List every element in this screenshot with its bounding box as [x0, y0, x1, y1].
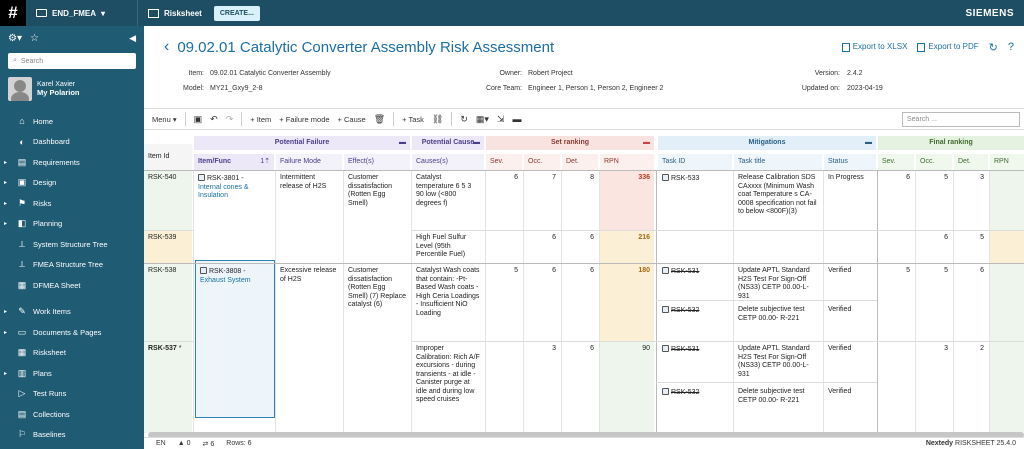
- delete-icon[interactable]: 🗑: [373, 113, 386, 124]
- expand-icon[interactable]: ▸: [4, 200, 8, 207]
- task-title-cell[interactable]: Delete subjective test CETP 00.00- R-221: [738, 388, 805, 404]
- item-value: 09.02.01 Catalytic Converter Assembly: [210, 70, 331, 77]
- sidebar-item-dfmea-sheet[interactable]: [0, 275, 144, 296]
- item-id-cell[interactable]: [144, 341, 192, 358]
- star-icon[interactable]: ☆: [29, 32, 39, 44]
- search-placeholder: Search: [20, 57, 44, 65]
- work-item-icon: [198, 174, 205, 181]
- grid-line: [523, 170, 524, 433]
- col-rpn[interactable]: RPN: [600, 154, 654, 170]
- sidebar-item-label: Test Runs: [33, 389, 67, 399]
- top-bar: [0, 0, 1024, 26]
- risksheet-icon: ▦: [17, 347, 27, 358]
- sidebar-item-home[interactable]: [0, 111, 144, 132]
- final-occ-cell[interactable]: 5: [944, 267, 948, 274]
- version-value: 2.4.2: [847, 70, 863, 77]
- task-title-cell[interactable]: Update APTL Standard H2S Test For Sign-Off (NS33) CETP 00.00-L-931: [738, 345, 810, 378]
- task-id[interactable]: RSK-532: [671, 307, 700, 314]
- final-sev-cell[interactable]: 5: [906, 267, 910, 274]
- add-task-button[interactable]: + Task: [402, 114, 424, 124]
- det-cell[interactable]: 6: [590, 345, 594, 352]
- sheet-search-input[interactable]: Search ...: [902, 112, 1020, 127]
- final-det-cell[interactable]: 3: [980, 174, 984, 181]
- work-item-icon: [200, 267, 207, 274]
- plans-icon: ▥: [17, 367, 27, 378]
- sidebar-item-risksheet[interactable]: [0, 343, 144, 364]
- final-rpn-bg: [990, 230, 1024, 263]
- rpn-cell: 180: [638, 267, 650, 274]
- sidebar-search-input[interactable]: [8, 53, 136, 69]
- grid-line: [561, 170, 562, 433]
- export-pdf-button[interactable]: [917, 42, 978, 51]
- save-icon[interactable]: ▣: [193, 113, 203, 124]
- product-version: [926, 440, 1016, 447]
- sidebar-item-collections[interactable]: [0, 404, 144, 425]
- sidebar-item-system-structure-tree[interactable]: [0, 234, 144, 255]
- document-metadata: [144, 68, 1024, 108]
- tree-icon: ⟂: [18, 259, 25, 270]
- status-cell[interactable]: Verified: [828, 306, 852, 313]
- final-rpn-bg: [990, 170, 1024, 230]
- failure-mode-cell[interactable]: Intermittent release of H2S: [280, 174, 327, 190]
- sidebar-item-label: Design: [33, 178, 57, 188]
- page-title: 09.02.01 Catalytic Converter Assembly Risk Assessment: [177, 38, 555, 56]
- model-label: Model:: [182, 85, 204, 92]
- sidebar-item-test-runs[interactable]: [0, 384, 144, 405]
- item-label: Item:: [188, 70, 204, 77]
- rows-count: Rows: 6: [226, 440, 252, 447]
- sidebar-item-risks[interactable]: [0, 193, 144, 214]
- item-func-cell[interactable]: RSK-3808 - Exhaust System: [200, 268, 251, 284]
- sidebar-item-design[interactable]: [0, 173, 144, 194]
- task-icon: [662, 267, 669, 274]
- sidebar-item-label: Work Items: [33, 307, 71, 317]
- testruns-icon: ▷: [18, 388, 26, 399]
- planning-icon: ◧: [17, 218, 27, 229]
- warning-icon: ▲: [177, 440, 185, 447]
- expand-icon[interactable]: ▸: [4, 159, 8, 166]
- sidebar-item-requirements[interactable]: [0, 152, 144, 173]
- rpn-cell: 336: [638, 174, 650, 181]
- grid-line: [193, 170, 194, 433]
- col-item-func[interactable]: [194, 154, 274, 170]
- warnings-count: 0: [186, 440, 191, 447]
- export-xlsx-button[interactable]: [842, 42, 908, 51]
- main-content: [144, 26, 1024, 449]
- final-det-cell[interactable]: 6: [980, 267, 984, 274]
- grid-line: [599, 170, 600, 433]
- status-cell[interactable]: Verified: [828, 267, 852, 274]
- final-det-cell[interactable]: 5: [980, 234, 984, 241]
- sidebar-item-plans[interactable]: [0, 363, 144, 384]
- export-icon[interactable]: ⇲: [496, 113, 505, 124]
- user-name: Karel Xavier: [37, 81, 76, 88]
- undo-icon[interactable]: ↶: [210, 113, 218, 124]
- det-cell[interactable]: 6: [590, 234, 594, 241]
- occ-cell[interactable]: 3: [552, 345, 556, 352]
- sidebar-item-label: Risksheet: [33, 348, 66, 358]
- col-task-title[interactable]: Task title: [734, 154, 822, 170]
- home-icon: ⌂: [19, 116, 25, 127]
- owner-label: Owner:: [499, 70, 522, 77]
- sidebar-tools: [0, 26, 144, 50]
- item-id-cell[interactable]: RSK-538: [148, 267, 177, 274]
- view-menu-icon[interactable]: ▦▾: [475, 113, 489, 124]
- requirements-icon: ▤: [17, 156, 27, 167]
- final-det-cell[interactable]: 2: [980, 345, 984, 352]
- baselines-icon: ⚐: [17, 429, 27, 440]
- divider: [241, 112, 242, 126]
- sidebar-nav: [0, 111, 144, 445]
- sev-cell[interactable]: 6: [514, 174, 518, 181]
- expand-icon[interactable]: ▸: [4, 370, 8, 377]
- gear-icon[interactable]: ⚙▾: [8, 32, 22, 44]
- col-task-id[interactable]: Task ID: [658, 154, 732, 170]
- menu-label: Menu: [152, 114, 171, 124]
- changes-icon: ⇄: [202, 440, 209, 448]
- grid-line: [989, 170, 990, 433]
- task-id-cell[interactable]: [658, 384, 732, 402]
- sidebar-item-label: DFMEA Sheet: [33, 280, 81, 290]
- sidebar-item-label: Risks: [33, 198, 52, 208]
- language-indicator[interactable]: EN: [156, 440, 166, 447]
- model-value: MY21_Gxy9_2-8: [210, 85, 263, 92]
- cause-cell[interactable]: Catalyst temperature 6 5 3 90 low (<800 degrees f): [416, 174, 472, 207]
- item-id: RSK-537: [148, 345, 177, 352]
- search-icon: ⌕: [13, 57, 17, 64]
- final-occ-cell[interactable]: 6: [944, 234, 948, 241]
- final-sev-cell[interactable]: 6: [906, 174, 910, 181]
- status-bar: [144, 437, 1024, 449]
- sheet-icon: ▦: [17, 279, 27, 290]
- sidebar-item-label: Collections: [33, 409, 70, 419]
- layout-icon[interactable]: ▬: [512, 114, 522, 124]
- design-icon: ▣: [17, 177, 27, 188]
- changes-indicator[interactable]: [203, 440, 215, 448]
- final-occ-cell[interactable]: 5: [944, 174, 948, 181]
- brand-name: Nextedy: [925, 440, 954, 447]
- item-id-cell[interactable]: RSK-540: [148, 174, 177, 181]
- rpn-cell: 90: [642, 345, 650, 352]
- task-id-cell[interactable]: [658, 263, 732, 281]
- task-id[interactable]: RSK-531: [671, 346, 700, 353]
- task-id-cell[interactable]: [658, 170, 732, 188]
- project-selector[interactable]: [36, 9, 105, 18]
- add-item-label: Item: [256, 114, 272, 124]
- det-cell[interactable]: 6: [590, 267, 594, 274]
- task-id[interactable]: RSK-533: [671, 175, 700, 182]
- occ-cell[interactable]: 7: [552, 174, 556, 181]
- sidebar-item-fmea-structure-tree[interactable]: [0, 255, 144, 276]
- effects-cell[interactable]: Customer dissatisfaction (Rotten Egg Smell): [348, 174, 392, 207]
- add-failure-mode-button[interactable]: + Failure mode: [279, 114, 330, 124]
- app-name: Risksheet: [164, 8, 202, 18]
- reload-icon[interactable]: ↻: [460, 113, 468, 124]
- risksheet-icon: [148, 9, 159, 18]
- link-icon[interactable]: ⛓: [431, 113, 444, 124]
- sidebar-item-dashboard[interactable]: [0, 132, 144, 153]
- band-final-ranking: [878, 136, 1024, 150]
- cause-cell[interactable]: High Fuel Sulfur Level (95th Percentile Fuel): [416, 234, 467, 258]
- divider: [185, 112, 186, 126]
- add-cause-button[interactable]: + Cause: [337, 114, 366, 124]
- final-occ-cell[interactable]: 3: [944, 345, 948, 352]
- core-team-label: Core Team:: [485, 85, 522, 92]
- add-cause-label: Cause: [344, 114, 366, 124]
- my-polarion-link[interactable]: My Polarion: [37, 88, 80, 97]
- item-func-id: RSK-3808: [209, 268, 242, 275]
- sidebar-item-label: Plans: [33, 368, 52, 378]
- chevron-down-icon: ▾: [101, 8, 106, 18]
- sort-icon[interactable]: 1⇡: [260, 158, 270, 165]
- task-icon: [662, 388, 669, 395]
- export-pdf-label: Export to PDF: [928, 42, 979, 52]
- updated-value: 2023-04-19: [847, 85, 883, 92]
- band-potential-failure: [194, 136, 410, 150]
- grid-line: [953, 170, 954, 433]
- col-final-rpn[interactable]: RPN: [990, 154, 1024, 170]
- sev-cell[interactable]: 5: [514, 267, 518, 274]
- band-label: Mitigations: [748, 139, 786, 146]
- divider: [393, 112, 394, 126]
- col-det[interactable]: Det.: [562, 154, 598, 170]
- task-icon: [662, 306, 669, 313]
- item-func-cell[interactable]: RSK-3801 - Internal cones & Insulation: [198, 175, 249, 199]
- det-cell[interactable]: 8: [590, 174, 594, 181]
- version-label: Version:: [814, 70, 840, 77]
- rpn-cell: 216: [638, 234, 650, 241]
- task-icon: [662, 345, 669, 352]
- warnings-indicator[interactable]: [178, 440, 191, 447]
- col-item-id[interactable]: Item Id: [144, 144, 192, 170]
- sidebar: [0, 26, 144, 449]
- grid-line: [877, 170, 878, 433]
- sidebar-item-label: Requirements: [33, 157, 80, 167]
- band-label: Set ranking: [550, 139, 590, 146]
- col-sev[interactable]: Sev.: [486, 154, 522, 170]
- failure-mode-cell[interactable]: Excessive release of H2S: [280, 267, 337, 283]
- sidebar-item-work-items[interactable]: [0, 302, 144, 323]
- export-xlsx-label: Export to XLSX: [852, 42, 908, 52]
- grid-line: [485, 170, 486, 433]
- divider: [137, 0, 138, 26]
- sidebar-item-label: FMEA Structure Tree: [33, 260, 104, 270]
- back-chevron-icon[interactable]: ‹: [164, 38, 170, 55]
- item-func-name[interactable]: Internal cones & Insulation: [198, 183, 249, 199]
- folder-icon: [36, 9, 47, 17]
- task-id-cell[interactable]: [658, 302, 732, 320]
- updated-label: Updated on:: [801, 85, 840, 92]
- sidebar-item-label: Baselines: [33, 430, 66, 440]
- sidebar-item-label: Documents & Pages: [33, 327, 102, 337]
- status-cell[interactable]: Verified: [828, 388, 852, 395]
- export-actions: [842, 41, 1014, 54]
- add-failure-mode-label: Failure mode: [285, 114, 330, 124]
- status-cell[interactable]: In Progress: [828, 174, 864, 181]
- task-id-cell[interactable]: [658, 341, 732, 359]
- col-final-occ[interactable]: Occ.: [916, 154, 952, 170]
- task-title-cell[interactable]: Release Calibration SDS CAxxxx (Minimum Wash coat Temperature s CA-0008 specification not fail to below <800F)(3): [738, 174, 817, 215]
- col-label: Item/Func: [198, 158, 232, 165]
- collapse-band-icon[interactable]: ▬: [399, 139, 406, 146]
- risk-grid: [144, 130, 1024, 433]
- sidebar-item-baselines[interactable]: [0, 425, 144, 446]
- sidebar-item-label: Planning: [33, 219, 63, 229]
- collapse-band-icon[interactable]: ▬: [473, 139, 480, 146]
- expand-icon[interactable]: ▸: [4, 329, 8, 336]
- sidebar-item-documents-pages[interactable]: [0, 322, 144, 343]
- tree-icon: ⟂: [18, 238, 25, 249]
- risks-icon: ⚑: [17, 197, 27, 208]
- item-id-cell[interactable]: RSK-539: [148, 234, 177, 241]
- collapse-band-icon[interactable]: ▬: [643, 139, 650, 146]
- sidebar-item-label: System Structure Tree: [33, 239, 108, 249]
- collapse-sidebar-icon[interactable]: ◀: [129, 32, 136, 43]
- add-item-button[interactable]: + Item: [250, 114, 272, 124]
- col-occ[interactable]: Occ.: [524, 154, 560, 170]
- sidebar-item-label: Dashboard: [33, 137, 70, 147]
- divider: [451, 112, 452, 126]
- grid-line: [915, 170, 916, 433]
- create-button[interactable]: CREATE...: [214, 6, 260, 21]
- pdf-icon: [917, 43, 925, 52]
- documents-icon: ▭: [17, 326, 27, 337]
- dashboard-icon: ◐: [19, 136, 25, 147]
- siemens-logo: SIEMENS: [965, 7, 1014, 19]
- band-mitigations: [658, 136, 876, 150]
- task-id[interactable]: RSK-532: [671, 389, 700, 396]
- grid-line: [656, 170, 657, 433]
- expand-icon[interactable]: ▸: [4, 221, 8, 228]
- collapse-band-icon[interactable]: ▬: [865, 139, 872, 146]
- core-team-value: Engineer 1, Person 1, Person 2, Engineer 2: [528, 85, 664, 92]
- col-status[interactable]: Status: [824, 154, 876, 170]
- sidebar-item-label: Home: [33, 116, 54, 126]
- band-set-ranking: [486, 136, 654, 150]
- changes-count: 6: [210, 440, 215, 448]
- avatar: [8, 77, 32, 101]
- expand-icon[interactable]: ▸: [4, 180, 8, 187]
- user-profile[interactable]: [0, 72, 144, 106]
- page-header: [144, 26, 1024, 68]
- collections-icon: ▤: [17, 408, 27, 419]
- workitems-icon: ✎: [18, 306, 26, 317]
- item-func-name[interactable]: Exhaust System: [200, 276, 251, 284]
- product-name: RISKSHEET 25.4.0: [955, 440, 1016, 447]
- col-causes[interactable]: Causes(s): [412, 154, 484, 170]
- menu-button[interactable]: Menu ▾: [152, 114, 177, 124]
- xlsx-icon: [842, 43, 850, 52]
- grid-line: [275, 170, 276, 433]
- risksheet-app[interactable]: [148, 9, 202, 18]
- col-effects[interactable]: Effect(s): [344, 154, 410, 170]
- final-rpn-bg: [990, 263, 1024, 433]
- band-potential-cause: [412, 136, 484, 150]
- modified-marker-icon: *: [178, 345, 182, 352]
- band-label: Potential Cause: [421, 139, 475, 146]
- effects-cell[interactable]: Customer dissatisfaction (Rotten Egg Smell) (7) Replace catalyst (6): [348, 267, 406, 308]
- occ-cell[interactable]: 6: [552, 234, 556, 241]
- task-id[interactable]: RSK-531: [671, 268, 700, 275]
- project-name: END_FMEA: [52, 8, 97, 18]
- cause-cell[interactable]: Improper Calibration: Rich A/F excursions - during transients - at idle - Canister purge at idle and during low speed cruises: [416, 345, 480, 403]
- status-cell[interactable]: Verified: [828, 345, 852, 352]
- sidebar-item-planning[interactable]: [0, 214, 144, 235]
- add-task-label: Task: [408, 114, 424, 124]
- redo-icon[interactable]: ↷: [225, 113, 234, 124]
- task-title-cell[interactable]: Delete subjective test CETP 00.00- R-221: [738, 306, 805, 322]
- col-final-sev[interactable]: Sev.: [878, 154, 914, 170]
- task-title-cell[interactable]: Update APTL Standard H2S Test For Sign-Off (NS33) CETP 00.00-L-931: [738, 267, 810, 300]
- refresh-icon[interactable]: ↻: [988, 41, 998, 54]
- help-icon[interactable]: ?: [1007, 41, 1014, 53]
- expand-icon[interactable]: ▸: [4, 309, 8, 316]
- sheet-toolbar: [144, 108, 1024, 130]
- cause-cell[interactable]: Catalyst Wash coats that contain: -Pt-Based Wash coats - High Ceria Loadings - Insufficient NiO Loading: [416, 267, 480, 317]
- col-final-det[interactable]: Det.: [954, 154, 988, 170]
- owner-value: Robert Project: [528, 70, 573, 77]
- band-label: Potential Failure: [274, 139, 330, 146]
- band-label: Final ranking: [929, 139, 973, 146]
- polarion-logo-icon[interactable]: #: [0, 0, 26, 26]
- item-func-id: RSK-3801: [207, 175, 240, 182]
- col-failure-mode[interactable]: Failure Mode: [276, 154, 342, 170]
- occ-cell[interactable]: 6: [552, 267, 556, 274]
- task-icon: [662, 174, 669, 181]
